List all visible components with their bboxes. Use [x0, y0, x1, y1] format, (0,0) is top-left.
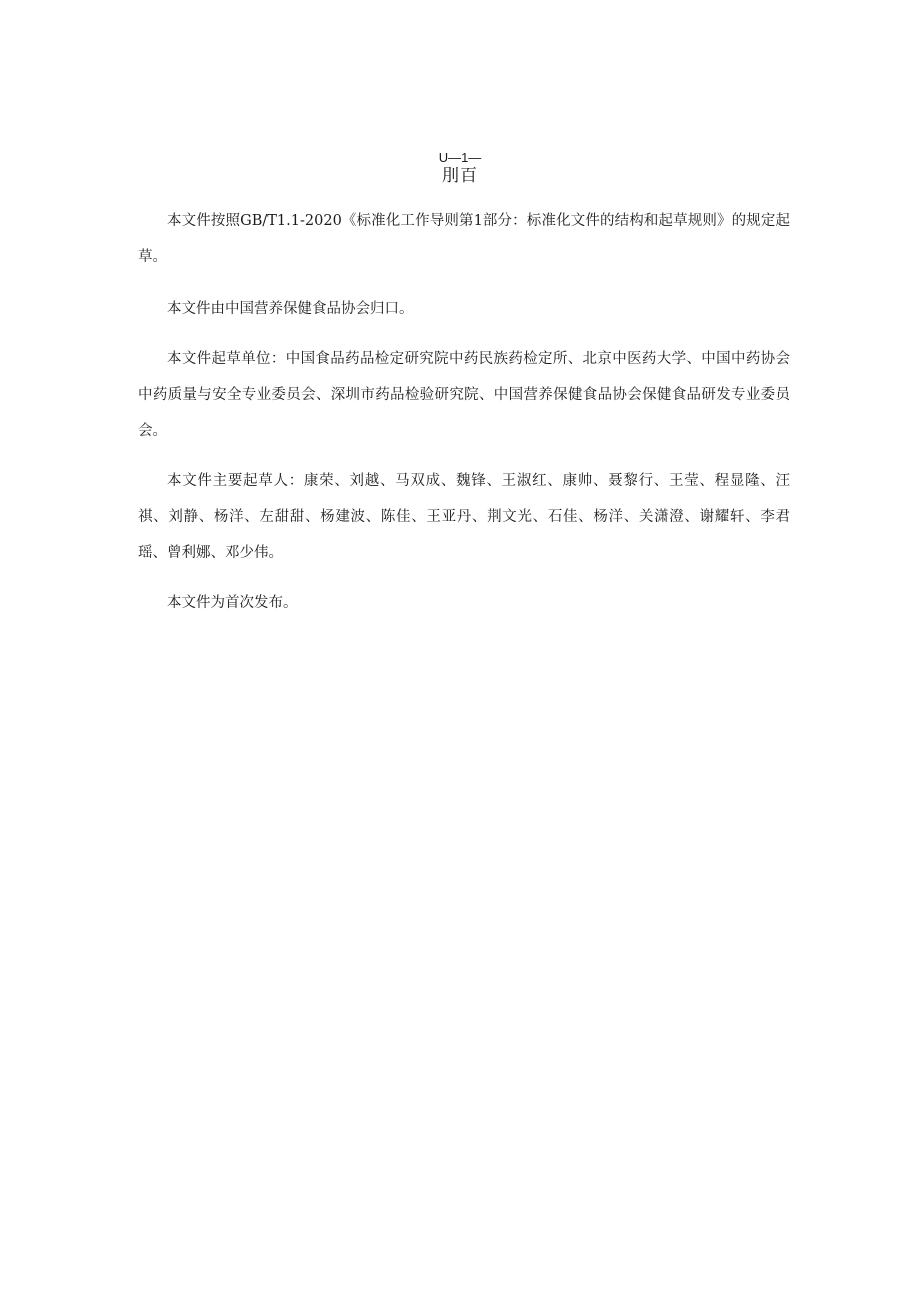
paragraph-proposer: 本文件由中国营养保健食品协会归口。 [167, 301, 414, 317]
page-number-mark: U—1— [438, 150, 482, 165]
paragraph-drafting-units: 本文件起草单位：中国食品药品检定研究院中药民族药检定所、北京中医药大学、中国中药协会中药质量与安全专业委员会、深圳市药品检验研究院、中国营养保健食品协会保健食品研发专业委员会。 [138, 351, 790, 439]
foreword-body [138, 203, 790, 639]
foreword-heading: 刖百 [442, 166, 478, 186]
paragraph-drafters: 本文件主要起草人：康荣、刘越、马双成、魏锋、王淑红、康帅、聂黎行、王莹、程显隆、汪祺、刘静、杨洋、左甜甜、杨建波、陈佳、王亚丹、荆文光、石佳、杨洋、关潇澄、谢耀轩、李君瑶、曾利娜、邓少伟。 [138, 473, 790, 561]
paragraph-drafting-rules: 本文件按照GB/T1.1-2020《标准化工作导则第1部分：标准化文件的结构和起草规则》的规定起草。 [138, 213, 790, 265]
paragraph-release-note: 本文件为首次发布。 [167, 595, 298, 611]
